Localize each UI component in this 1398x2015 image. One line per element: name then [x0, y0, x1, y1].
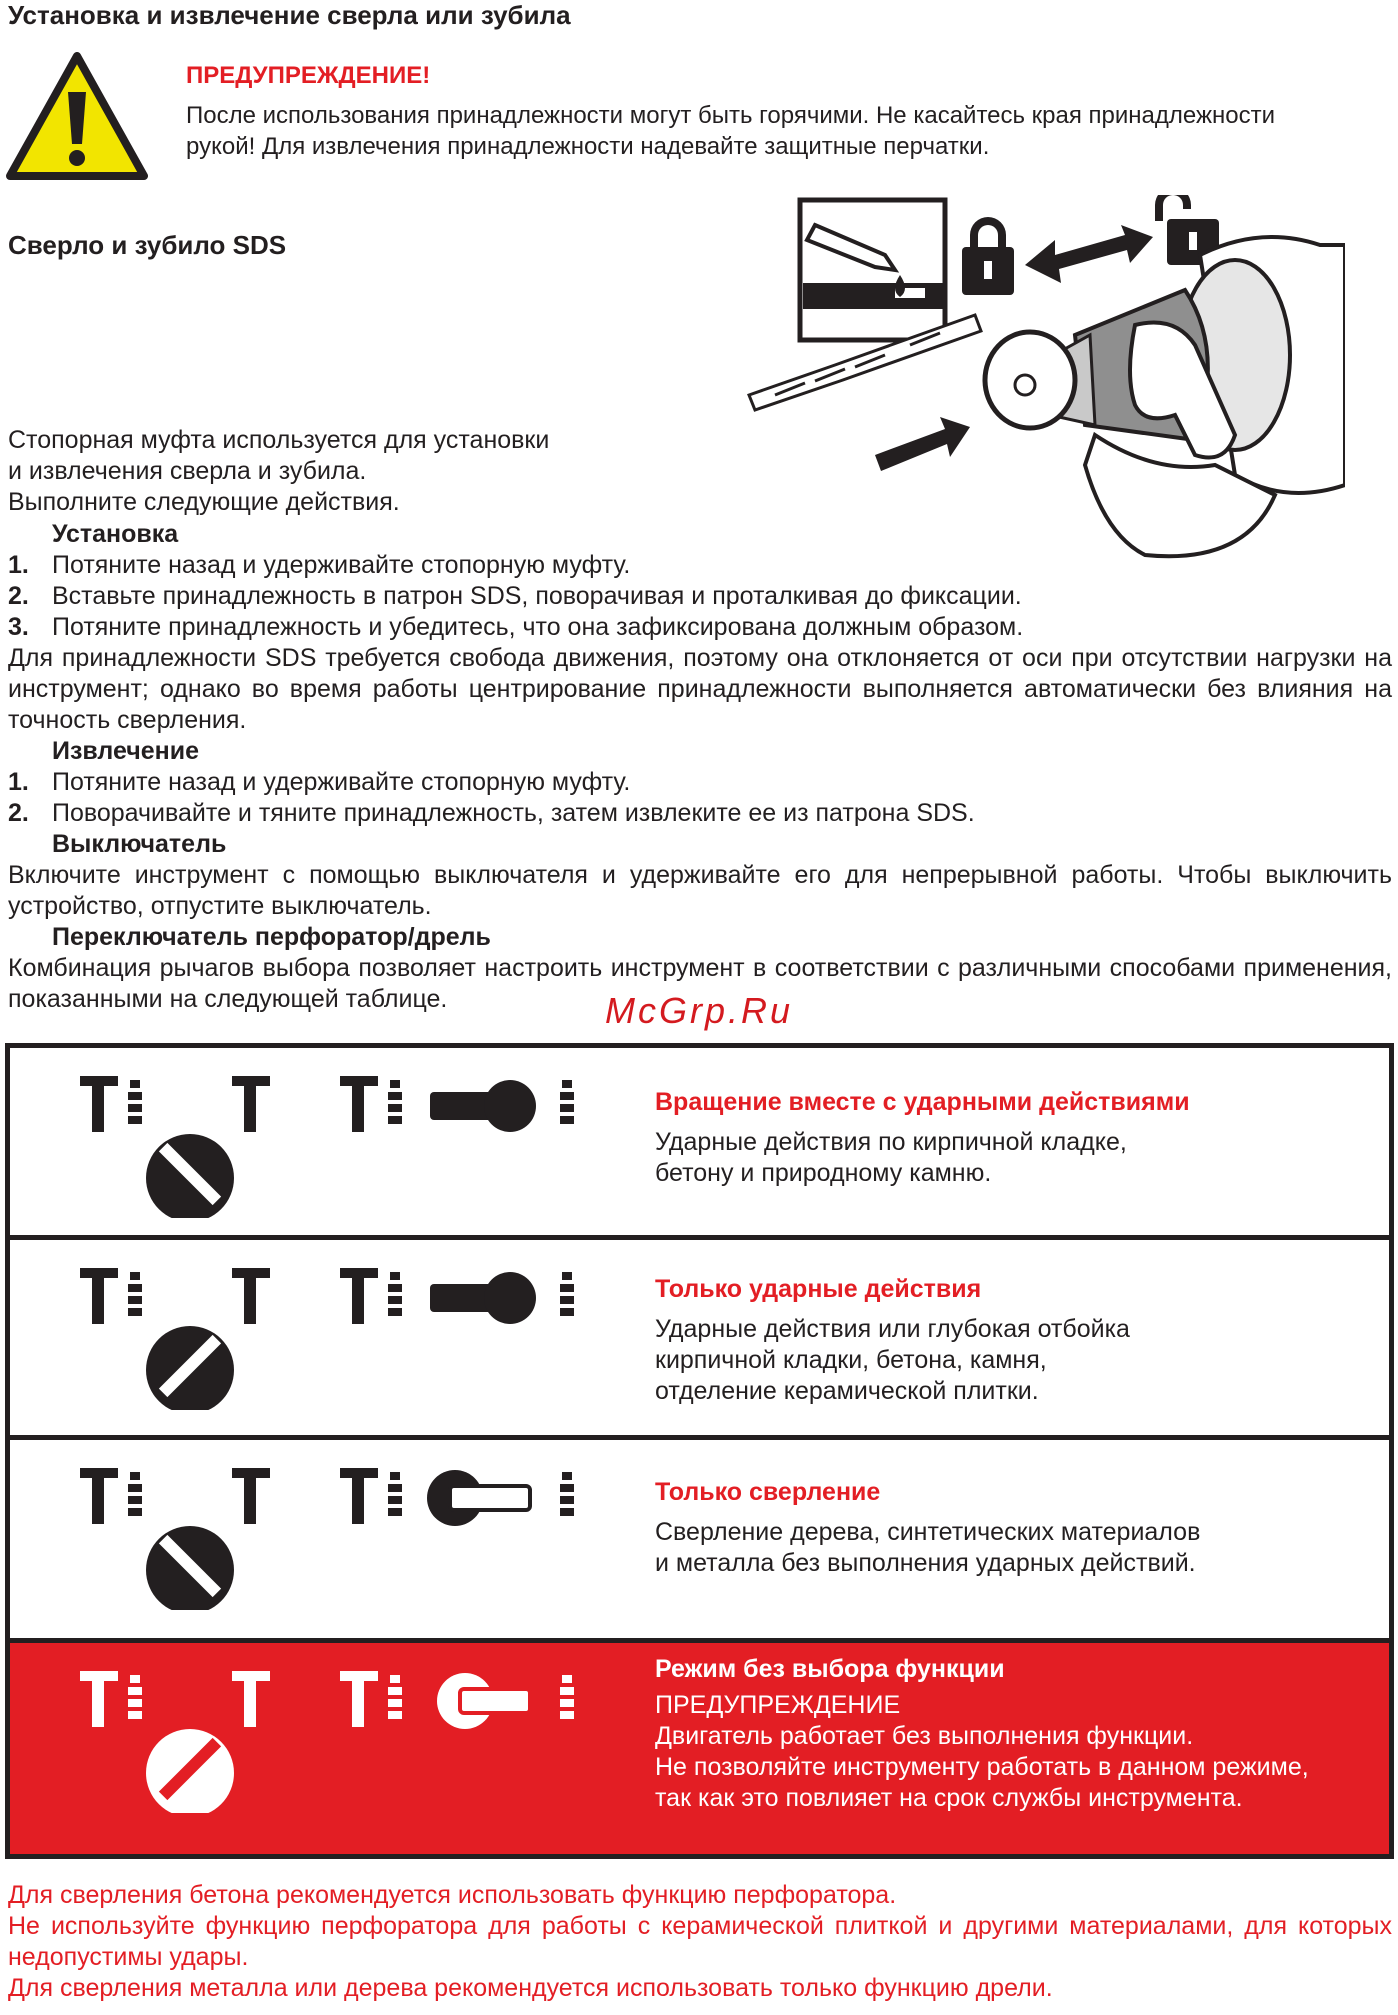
mode-title: Только ударные действия [655, 1275, 982, 1303]
mode-text [655, 1655, 1309, 1814]
mode-desc: кирпичной кладки, бетона, камня, [655, 1346, 1047, 1374]
mode-desc: Ударные действия по кирпичной кладке, [655, 1128, 1127, 1156]
selector-text: Комбинация рычагов выбора позволяет настроить инструмент в соответствии с различными способами применения, показанными на следующей таблице. [8, 954, 1392, 1013]
mode-desc: бетону и природному камню. [655, 1159, 992, 1187]
mode-drill-only-icon [70, 1460, 610, 1610]
sds-title: Сверло и зубило SDS [8, 230, 287, 260]
remove-step [8, 767, 1392, 798]
mode-row [10, 1440, 1389, 1643]
install-heading: Установка [52, 520, 179, 548]
warning-triangle-icon [6, 52, 148, 180]
mode-neutral-icon [70, 1663, 610, 1813]
watermark: McGrp.Ru [605, 990, 794, 1031]
mode-row [10, 1643, 1389, 1854]
mode-table [5, 1043, 1394, 1859]
footer-note: Для сверления бетона рекомендуется использовать функцию перфоратора. [8, 1881, 897, 1909]
footer-note: Для сверления металла или дерева рекомендуется использовать только функцию дрели. [8, 1974, 1053, 2002]
mode-desc: и металла без выполнения ударных действий. [655, 1549, 1196, 1577]
mode-title: Вращение вместе с ударными действиями [655, 1088, 1190, 1116]
remove-step [8, 798, 1392, 829]
mode-title: Только сверление [655, 1478, 881, 1506]
lock-closed-icon [962, 217, 1014, 295]
step-number: 1. [8, 551, 29, 579]
sds-intro [8, 425, 608, 518]
intro-line: и извлечения сверла и зубила. [8, 457, 367, 485]
step-text: Потяните принадлежность и убедитесь, что она зафиксирована должным образом. [52, 613, 1024, 641]
mode-desc: Не позволяйте инструменту работать в данном режиме, [655, 1753, 1309, 1781]
page-title: Установка и извлечение сверла или зубила [8, 0, 571, 30]
mode-desc: отделение керамической плитки. [655, 1377, 1039, 1405]
remove-heading: Извлечение [52, 737, 200, 765]
warning-label: ПРЕДУПРЕЖДЕНИЕ! [186, 62, 431, 89]
step-text: Потяните назад и удерживайте стопорную муфту. [52, 768, 631, 796]
switch-heading: Выключатель [52, 830, 227, 858]
arrow-double-icon [1025, 225, 1153, 283]
mode-desc: Ударные действия или глубокая отбойка [655, 1315, 1130, 1343]
mode-text [655, 1275, 1130, 1407]
mode-warning: ПРЕДУПРЕЖДЕНИЕ [655, 1691, 901, 1719]
mode-desc: Двигатель работает без выполнения функции. [655, 1722, 1194, 1750]
instructions [8, 519, 1392, 1015]
mode-text [655, 1478, 1200, 1579]
mode-hammer-drill-icon [70, 1068, 610, 1218]
intro-line: Стопорная муфта используется для установки [8, 426, 550, 454]
selector-heading: Переключатель перфоратор/дрель [52, 923, 491, 951]
step-text: Поворачивайте и тяните принадлежность, затем извлеките ее из патрона SDS. [52, 799, 975, 827]
switch-text: Включите инструмент с помощью выключателя и удерживайте его для непрерывной работы. Чтобы выключить устройство, отпустите выключатель. [8, 861, 1392, 920]
mode-desc: так как это повлияет на срок службы инструмента. [655, 1784, 1243, 1812]
mode-text [655, 1088, 1190, 1189]
step-number: 2. [8, 582, 29, 610]
footer-note: Не используйте функцию перфоратора для работы с керамической плиткой и другими материалами, для которых недопустимы удары. [8, 1912, 1392, 1971]
arrow-insert-icon [875, 417, 970, 471]
step-text: Вставьте принадлежность в патрон SDS, поворачивая и проталкивая до фиксации. [52, 582, 1022, 610]
mode-desc: Сверление дерева, синтетических материалов [655, 1518, 1201, 1546]
step-number: 1. [8, 768, 29, 796]
footer-notes [8, 1880, 1392, 2004]
install-step [8, 581, 1392, 612]
install-step [8, 612, 1392, 643]
warning-text: После использования принадлежности могут быть горячими. Не касайтесь края принадлежности рукой! Для извлечения принадлежности надевайте защитные перчатки. [186, 102, 1276, 160]
mode-row [10, 1240, 1389, 1440]
intro-line: Выполните следующие действия. [8, 488, 400, 516]
mode-row [10, 1048, 1389, 1240]
step-text: Потяните назад и удерживайте стопорную муфту. [52, 551, 631, 579]
install-note: Для принадлежности SDS требуется свобода движения, поэтому она отклоняется от оси при отсутствии нагрузки на инструмент; однако во время работы центрирование принадлежности выполняется автоматически без влияния на точность сверления. [8, 644, 1392, 734]
step-number: 3. [8, 613, 29, 641]
step-number: 2. [8, 799, 29, 827]
grease-inset-icon [800, 200, 945, 340]
mode-hammer-only-icon [70, 1260, 610, 1410]
mode-title: Режим без выбора функции [655, 1655, 1005, 1683]
install-step [8, 550, 1392, 581]
